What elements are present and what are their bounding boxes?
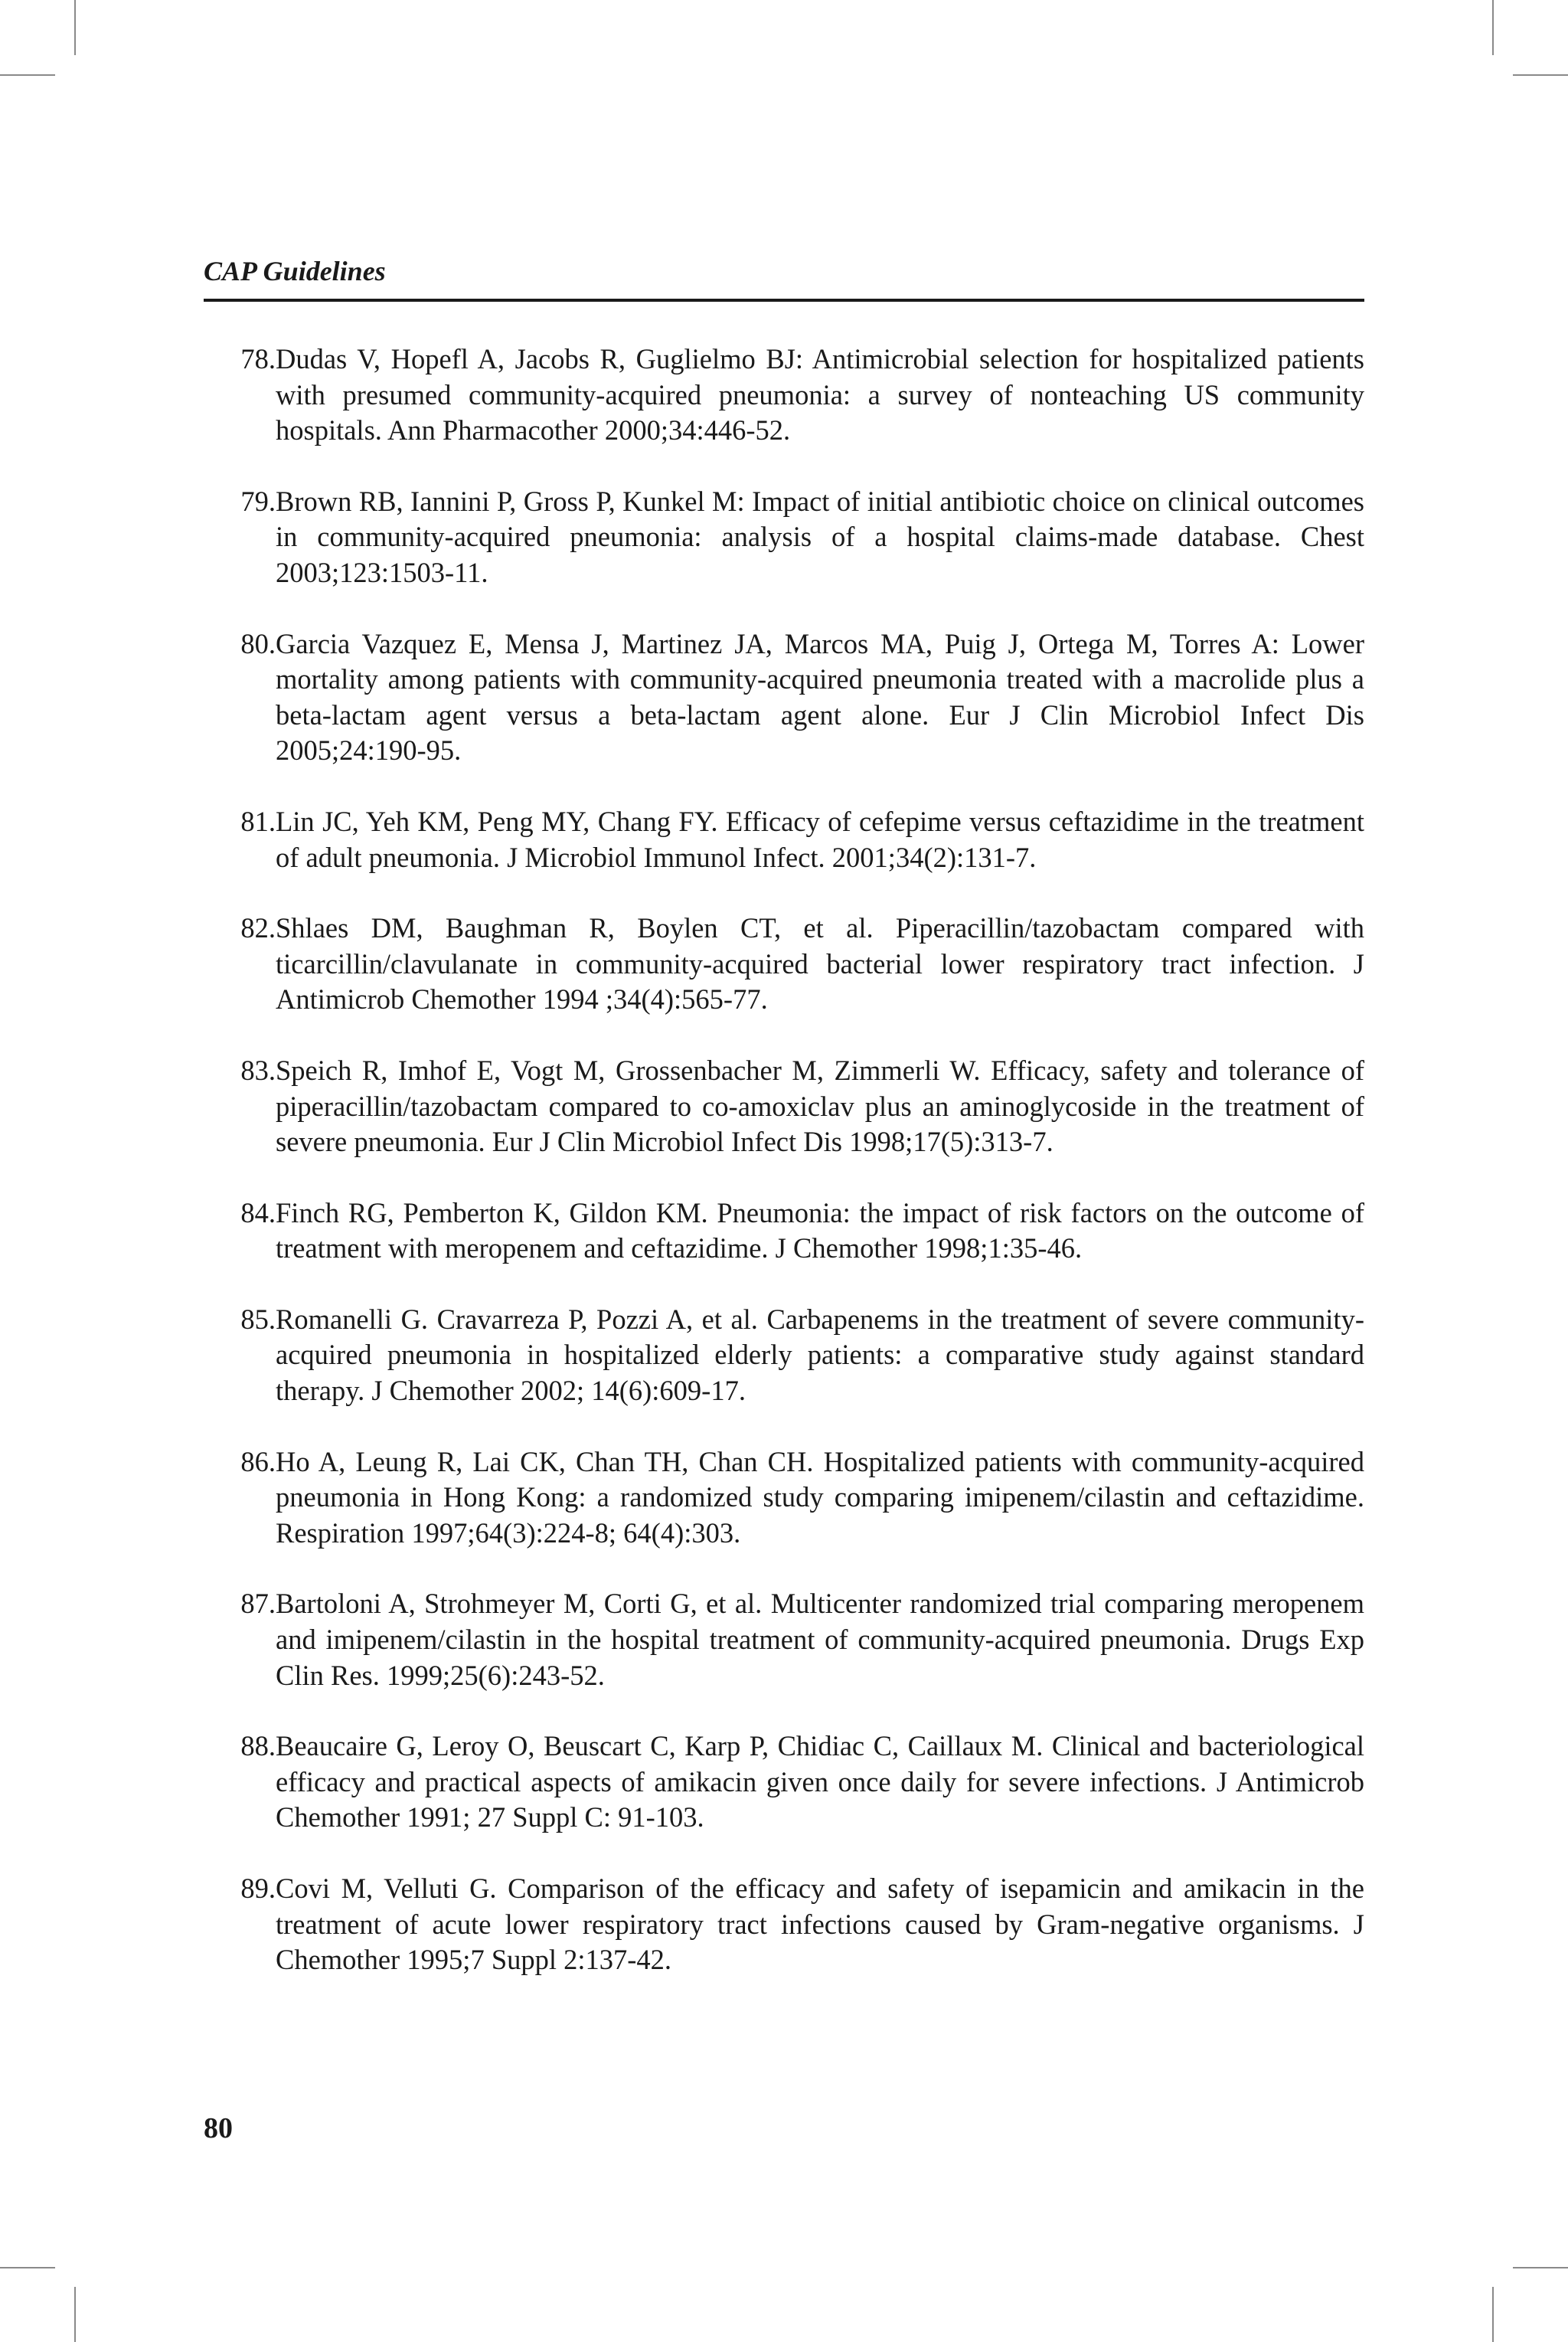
reference-text: Covi M, Velluti G. Comparison of the efficacy and safety of isepamicin and amikacin in the treatment of acute lower respiratory tract infections caused by Gram-negative organisms. J Chemother 1995;7 Suppl 2:137-42.: [276, 1873, 1364, 1976]
reference-text: Bartoloni A, Strohmeyer M, Corti G, et al. Multicenter randomized trial comparing meropenem and imipenem/cilastin in the hospital treatment of community-acquired pneumonia. Drugs Exp Clin Res. 1999;25(6):243-52.: [276, 1588, 1364, 1691]
crop-mark-bottom-right: [1492, 2287, 1494, 2342]
crop-mark-top-left: [74, 0, 76, 55]
crop-mark-bottom-right-h: [1513, 2267, 1568, 2268]
reference-text: Shlaes DM, Baughman R, Boylen CT, et al. Piperacillin/tazobactam compared with ticarcillin/clavulanate in community-acquired bacterial lower respiratory tract infection. J Antimicrob Chemother 1994 ;34(4):565-77.: [276, 912, 1364, 1016]
running-head: CAP Guidelines: [204, 256, 386, 286]
reference-item: [204, 1586, 1364, 1693]
reference-number: 82.: [240, 912, 276, 944]
reference-text: Brown RB, Iannini P, Gross P, Kunkel M: Impact of initial antibiotic choice on clinical outcomes in community-acquired pneumonia: analysis of a hospital claims-made database. Chest 2003;123:1503-11.: [276, 485, 1364, 588]
page-number: 80: [204, 2112, 233, 2144]
reference-number: 79.: [240, 485, 276, 517]
reference-text: Ho A, Leung R, Lai CK, Chan TH, Chan CH. Hospitalized patients with community-acquired pneumonia in Hong Kong: a randomized study comparing imipenem/cilastin and ceftazidime. Respiration 1997;64(3):224-8; 64(4):303.: [276, 1445, 1364, 1549]
reference-text: Garcia Vazquez E, Mensa J, Martinez JA, Marcos MA, Puig J, Ortega M, Torres A: Lower mortality among patients with community-acquired pneumonia treated with a macrolide plus a beta-lactam agent versus a beta-lactam agent alone. Eur J Clin Microbiol Infect Dis 2005;24:190-95.: [276, 627, 1364, 767]
reference-number: 84.: [240, 1196, 276, 1228]
reference-item: [204, 342, 1364, 449]
reference-item: [204, 1871, 1364, 1978]
reference-item: [204, 1196, 1364, 1267]
reference-number: 87.: [240, 1588, 276, 1620]
reference-item: [204, 1302, 1364, 1409]
reference-number: 80.: [240, 627, 276, 659]
reference-item: [204, 911, 1364, 1018]
reference-number: 83.: [240, 1054, 276, 1086]
reference-text: Finch RG, Pemberton K, Gildon KM. Pneumonia: the impact of risk factors on the outcome of treatment with meropenem and ceftazidime. J Chemother 1998;1:35-46.: [276, 1196, 1364, 1264]
crop-mark-bottom-left: [74, 2287, 76, 2342]
reference-item: [204, 804, 1364, 875]
reference-text: Romanelli G. Cravarreza P, Pozzi A, et al. Carbapenems in the treatment of severe community-acquired pneumonia in hospitalized elderly patients: a comparative study against standard therapy. J Chemother 2002; 14(6):609-17.: [276, 1303, 1364, 1407]
reference-item: [204, 1053, 1364, 1160]
reference-item: [204, 484, 1364, 591]
reference-text: Beaucaire G, Leroy O, Beuscart C, Karp P, Chidiac C, Caillaux M. Clinical and bacteriological efficacy and practical aspects of amikacin given once daily for severe infections. J Antimicrob Chemother 1991; 27 Suppl C: 91-103.: [276, 1730, 1364, 1833]
reference-list: [204, 342, 1364, 2013]
reference-text: Lin JC, Yeh KM, Peng MY, Chang FY. Efficacy of cefepime versus ceftazidime in the treatment of adult pneumonia. J Microbiol Immunol Infect. 2001;34(2):131-7.: [276, 805, 1364, 873]
reference-text: Dudas V, Hopefl A, Jacobs R, Guglielmo BJ: Antimicrobial selection for hospitalized patients with presumed community-acquired pneumonia: a survey of nonteaching US community hospitals. Ann Pharmacother 2000;34:446-52.: [276, 343, 1364, 446]
crop-mark-top-right-h: [1513, 74, 1568, 76]
reference-number: 86.: [240, 1445, 276, 1477]
reference-number: 88.: [240, 1730, 276, 1762]
reference-number: 89.: [240, 1873, 276, 1904]
reference-number: 78.: [240, 343, 276, 375]
header-rule: [204, 299, 1364, 302]
reference-item: [204, 1729, 1364, 1836]
reference-item: [204, 1444, 1364, 1552]
reference-number: 81.: [240, 805, 276, 837]
reference-number: 85.: [240, 1303, 276, 1335]
crop-mark-top-left-h: [0, 74, 55, 76]
reference-text: Speich R, Imhof E, Vogt M, Grossenbacher M, Zimmerli W. Efficacy, safety and tolerance of piperacillin/tazobactam compared to co-amoxiclav plus an aminoglycoside in the treatment of severe pneumonia. Eur J Clin Microbiol Infect Dis 1998;17(5):313-7.: [276, 1054, 1364, 1158]
crop-mark-top-right: [1492, 0, 1494, 55]
reference-item: [204, 626, 1364, 769]
crop-mark-bottom-left-h: [0, 2267, 55, 2268]
